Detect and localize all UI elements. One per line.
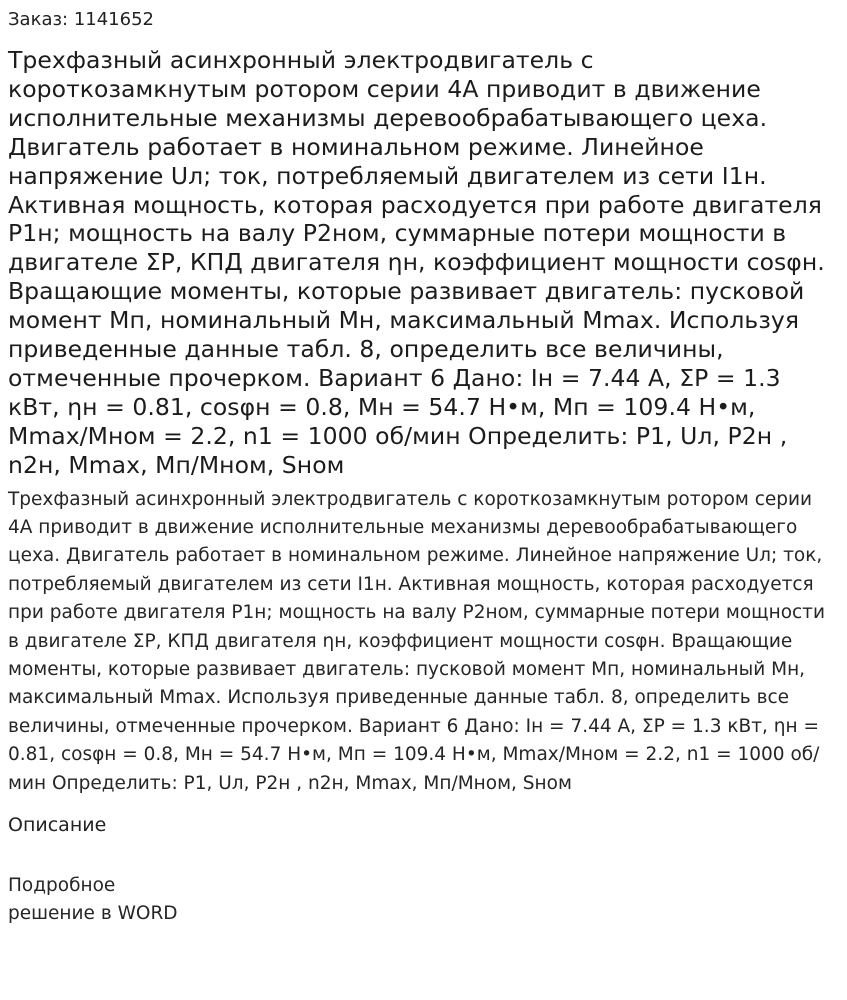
description-text — [8, 872, 839, 928]
description-line-2: решение в WORD — [8, 903, 178, 925]
description-heading: Описание — [8, 814, 107, 837]
task-body: Трехфазный асинхронный электродвигатель с короткозамкнутым ротором серии 4А приводит в движение исполнительные механизмы деревообрабатывающего цеха. Двигатель работает в номинальном режиме. Линейное напряжение Uл; ток, потребляемый двигателем из сети I1н. Активная мощность, которая расходуется при работе двигателя P1н; мощность на валу P2ном, суммарные потери мощности в двигателе ΣP, КПД двигателя ηн, коэффициент мощности cosφн. Вращающие моменты, которые развивает двигатель: пусковой момент Mп, номинальный Mн, максимальный Mmax. Используя приведенные данные табл. 8, определить все величины, отмеченные прочерком. Вариант 6 Дано: Iн = 7.44 А, ΣP = 1.3 кВт, ηн = 0.81, cosφн = 0.8, Mн = 54.7 Н•м, Mп = 109.4 Н•м, Mmax/Mном = 2.2, n1 = 1000 об/мин Определить: P1, Uл, P2н , n2н, Mmax, Mп/Mном, Sном — [8, 488, 825, 794]
order-number: Заказ: 1141652 — [8, 9, 154, 30]
description-line-1: Подробное — [8, 875, 116, 897]
task-title: Трехфазный асинхронный электродвигатель с короткозамкнутым ротором серии 4А приводит в движение исполнительные механизмы деревообрабатывающего цеха. Двигатель работает в номинальном режиме. Линейное напряжение Uл; ток, потребляемый двигателем из сети I1н. Активная мощность, которая расходуется при работе двигателя P1н; мощность на валу P2ном, суммарные потери мощности в двигателе ΣP, КПД двигателя ηн, коэффициент мощности cosφн. Вращающие моменты, которые развивает двигатель: пусковой момент Mп, номинальный Mн, максимальный Mmax. Используя приведенные данные табл. 8, определить все величины, отмеченные прочерком. Вариант 6 Дано: Iн = 7.44 А, ΣP = 1.3 кВт, ηн = 0.81, cosφн = 0.8, Mн = 54.7 Н•м, Mп = 109.4 Н•м, Mmax/Mном = 2.2, n1 = 1000 об/мин Определить: P1, Uл, P2н , n2н, Mmax, Mп/Mном, Sном — [8, 46, 825, 479]
